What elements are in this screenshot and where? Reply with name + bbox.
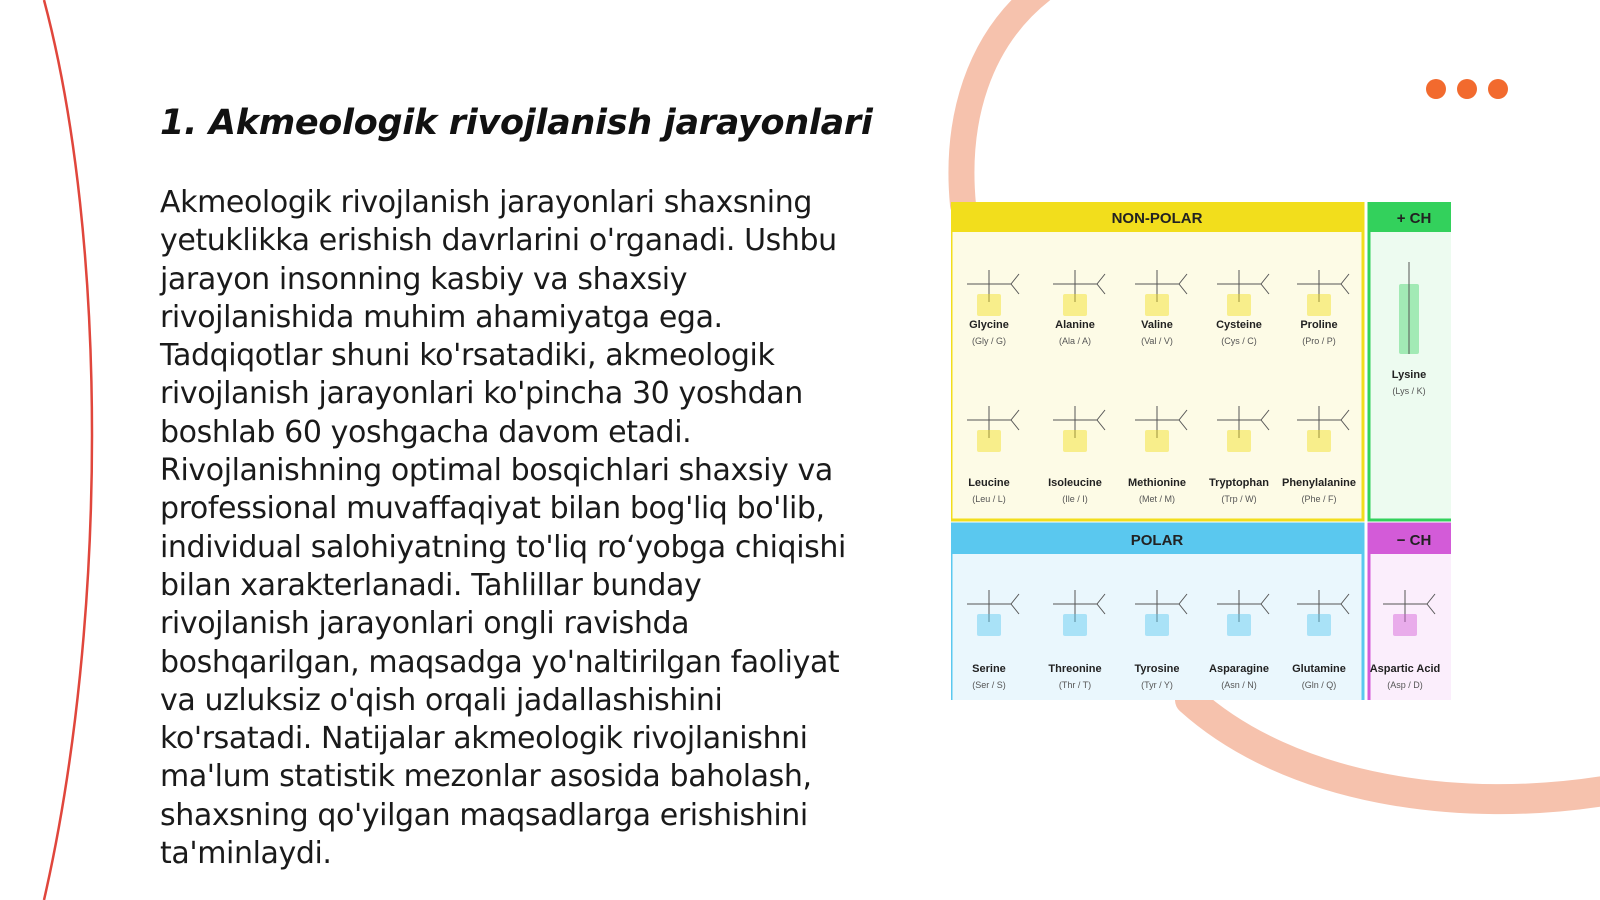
- amino-acid-name: Aspartic Acid: [1369, 663, 1441, 675]
- amino-acid-code: (Met / M): [1139, 494, 1175, 504]
- amino-acid-code: (Leu / L): [972, 494, 1006, 504]
- side-chain-highlight: [1063, 294, 1087, 316]
- nonpolar-section-panel: [951, 202, 1363, 520]
- side-chain-highlight: [1307, 294, 1331, 316]
- amino-acid-name: Leucine: [968, 477, 1010, 489]
- positive-section-label: + CH: [1396, 210, 1432, 227]
- amino-acid-code: (Trp / W): [1221, 494, 1257, 504]
- side-chain-highlight: [1063, 614, 1087, 636]
- amino-acid-name: Glycine: [969, 319, 1009, 331]
- dot-icon: [1488, 79, 1508, 99]
- amino-acid-code: (Asn / N): [1221, 680, 1257, 690]
- amino-acid-name: Lysine: [1391, 369, 1427, 381]
- side-chain-highlight: [1227, 430, 1251, 452]
- amino-acid-code: (Ala / A): [1058, 336, 1092, 346]
- amino-acid-name: Serine: [972, 663, 1006, 675]
- negative-section-label: − CH: [1396, 532, 1432, 549]
- amino-acid-name: Cysteine: [1216, 319, 1262, 331]
- amino-acid-code: (Ser / S): [972, 680, 1006, 690]
- side-chain-highlight: [1307, 430, 1331, 452]
- dot-icon: [1457, 79, 1477, 99]
- amino-acid-code: (Pro / P): [1302, 336, 1336, 346]
- amino-acid-name: Valine: [1141, 319, 1173, 331]
- amino-acid-code: (Phe / F): [1301, 494, 1337, 504]
- amino-acid-code: (Gln / Q): [1301, 680, 1337, 690]
- amino-acid-chart-image: [951, 202, 1451, 700]
- amino-acid-code: (Cys / C): [1221, 336, 1257, 346]
- amino-acid-code: (Asp / D): [1387, 680, 1423, 690]
- side-chain-highlight: [977, 614, 1001, 636]
- amino-acid-code: (Ile / I): [1062, 494, 1088, 504]
- amino-acid-name: Proline: [1300, 319, 1338, 331]
- amino-acid-code: (Val / V): [1141, 336, 1173, 346]
- amino-acid-code: (Tyr / Y): [1141, 680, 1173, 690]
- amino-acid-name: Threonine: [1048, 663, 1102, 675]
- peach-ring-top: [961, 0, 1042, 205]
- side-chain-highlight: [1145, 430, 1169, 452]
- amino-acid-name: Isoleucine: [1048, 477, 1102, 489]
- side-chain-highlight: [977, 294, 1001, 316]
- menu-dots: [1426, 79, 1508, 99]
- left-edge-curve: [44, 0, 92, 900]
- amino-acid-name: Tryptophan: [1209, 477, 1269, 489]
- amino-acid-name: Methionine: [1127, 477, 1187, 489]
- amino-acid-name: Asparagine: [1209, 663, 1269, 675]
- side-chain-highlight: [1227, 294, 1251, 316]
- side-chain-highlight: [1393, 614, 1417, 636]
- side-chain-highlight: [1307, 614, 1331, 636]
- slide-title: 1. Akmeologik rivojlanish jarayonlari: [160, 103, 873, 143]
- amino-acid-name: Alanine: [1055, 319, 1095, 331]
- amino-acid-code: (Lys / K): [1392, 386, 1426, 396]
- positive-section-panel: [1369, 202, 1451, 520]
- amino-acid-name: Tyrosine: [1134, 663, 1180, 675]
- side-chain-highlight: [1145, 294, 1169, 316]
- amino-acid-code: (Gly / G): [972, 336, 1006, 346]
- dot-icon: [1426, 79, 1446, 99]
- slide-paragraph: Akmeologik rivojlanish jarayonlari shaxsning yetuklikka erishish davrlarini o'rganadi. Ushbu jarayon insonning kasbiy va shaxsiy rivojlanishida muhim ahamiyatga ega. Tadqiqotlar shuni ko'rsatadiki, akmeologik rivojlanish jarayonlari ko'pincha 30 yoshdan boshlab 60 yoshgacha davom etadi. Rivojlanishning optimal bosqichlari shaxsiy va professional muvaffaqiyat bilan bog'liq bo'lib, individual salohiyatning to'liq ro‘yobga chiqishi bilan xarakterlanadi. Tahlillar bunday rivojlanish jarayonlari ongli ravishda boshqarilgan, maqsadga yo'naltirilgan faoliyat va uzluksiz o'qish orqali jadallashishini ko'rsatadi. Natijalar akmeologik rivojlanishni ma'lum statistik mezonlar asosida baholash, shaxsning qo'yilgan maqsadlarga erishishini ta'minlaydi.: [160, 185, 846, 872]
- side-chain-highlight: [1227, 614, 1251, 636]
- amino-acid-chart: [951, 202, 1451, 700]
- side-chain-highlight: [1063, 430, 1087, 452]
- amino-acid-name: Glutamine: [1292, 663, 1346, 675]
- nonpolar-section-label: NON-POLAR: [1111, 210, 1203, 227]
- side-chain-highlight: [1145, 614, 1169, 636]
- side-chain-highlight: [977, 430, 1001, 452]
- peach-ring-bottom: [1190, 700, 1600, 799]
- amino-acid-name: Phenylalanine: [1282, 477, 1356, 489]
- amino-acid-code: (Thr / T): [1058, 680, 1092, 690]
- polar-section-label: POLAR: [1130, 532, 1184, 549]
